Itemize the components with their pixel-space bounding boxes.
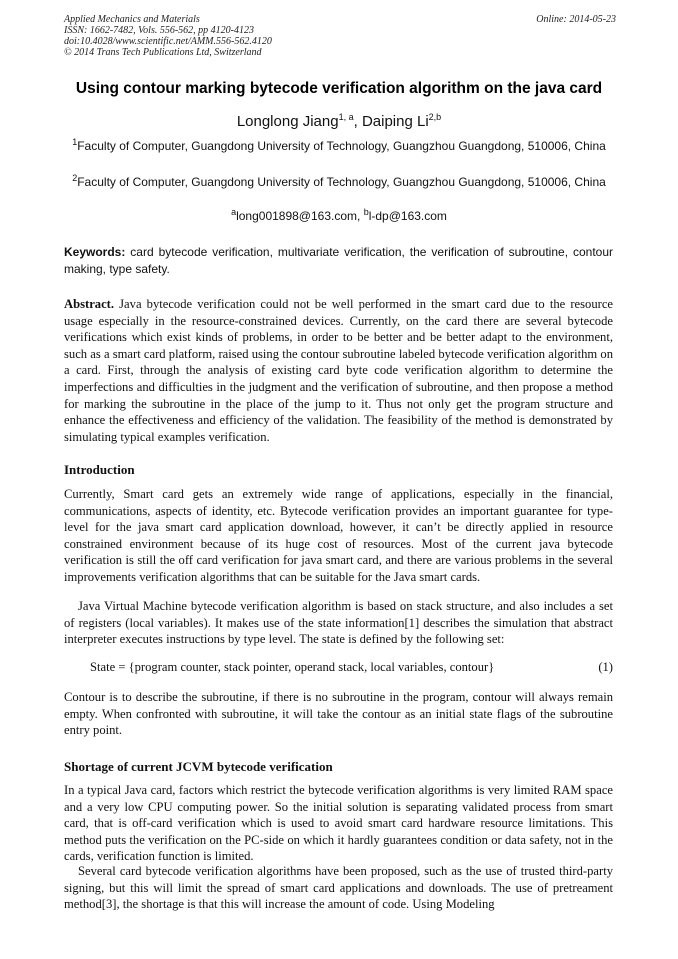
shortage-paragraph-2: Several card bytecode verification algorithms have been proposed, such as the use of trusted third-party signing, but this will limit the spread of smart card applications and downloads. The use of pretreament method[3], the shortage is that this will increase the amount of code. Using Modeling	[64, 864, 613, 912]
email-2: l-dp@163.com	[368, 209, 447, 223]
email-separator: ,	[357, 209, 364, 223]
journal-doi: doi:10.4028/www.scientific.net/AMM.556-562.4120	[64, 36, 272, 47]
journal-issn: ISSN: 1662-7482, Vols. 556-562, pp 4120-4123	[64, 25, 254, 36]
email-1-sup: a	[231, 207, 237, 217]
paper-title: Using contour marking bytecode verification algorithm on the java card	[75, 80, 603, 97]
abstract-text: Java bytecode verification could not be well performed in the smart card due to the resource usage especially in the resource-constrained devices. Currently, on the card there are several bytecode verifications which exist kinds of problems, in order to be better and be better adapt to the environment, such as a smart card platform, raised using the contour subroutine labeled bytecode verification algorithm on a card. First, through the analysis of existing card byte code verification algorithm to determine the imperfections and difficulties in the judgment and the verification of subroutine, and then propose a method for marking the subroutine in the place of the jump to it. Thus not only get the program structure and enhance the effectiveness and efficiency of the validation. The feasibility of the method is demonstrated by simulating typical examples verification.	[64, 297, 613, 444]
shortage-heading: Shortage of current JCVM bytecode verification	[64, 759, 333, 774]
shortage-paragraph-1: In a typical Java card, factors which restrict the bytecode verification algorithms is very limited RAM space and a very low CPU computing power. So the initial solution is separating validated process from smart card, that is off-card verification which is used to avoid smart card hardware resource limitations. This method puts the verification on the PC-side on which it hardly guarantees condition or data safety, not in the cards, verification function is limited.	[64, 783, 613, 864]
affiliation-1-sup: 1	[72, 137, 78, 147]
author-2-name: Daiping Li	[361, 113, 429, 130]
author-1-sup: 1, a	[338, 112, 354, 122]
affiliation-2	[60, 174, 618, 190]
online-date: Online: 2014-05-23	[536, 14, 616, 25]
journal-copyright: © 2014 Trans Tech Publications Ltd, Switzerland	[64, 47, 262, 58]
email-2-sup: b	[363, 207, 369, 217]
affiliation-2-sup: 2	[72, 173, 78, 183]
keywords	[64, 244, 613, 277]
author-2-sup: 2,b	[428, 112, 442, 122]
abstract-paragraph	[64, 296, 613, 445]
journal-name: Applied Mechanics and Materials	[64, 14, 200, 25]
equation-number: (1)	[598, 660, 613, 674]
affiliation-2-text: Faculty of Computer, Guangdong University of Technology, Guangzhou Guangdong, 510006, China	[77, 175, 606, 189]
author-line	[40, 113, 638, 130]
author-separator: ,	[353, 113, 362, 130]
journal-header	[64, 14, 616, 58]
equation-text: State = {program counter, stack pointer, operand stack, local variables, contour}	[90, 660, 495, 674]
affiliation-1	[60, 138, 618, 154]
introduction-paragraph-3: Contour is to describe the subroutine, if there is no subroutine in the program, contour will always remain empty. When confronted with subroutine, it will take the contour as an initial state flags of the subroutine entry point.	[64, 690, 613, 738]
keywords-text: card bytecode verification, multivariate verification, the verification of subroutine, contour making, type safety.	[64, 245, 613, 276]
keywords-label: Keywords:	[64, 245, 126, 259]
abstract-label: Abstract.	[64, 297, 115, 311]
author-emails	[40, 209, 638, 223]
introduction-paragraph-1: Currently, Smart card gets an extremely wide range of applications, especially in the financial, communications, aspects of identity, etc. Bytecode verification provides an important guarantee for type-level for the java smart card application download, however, it can’t be directly applied in resource constrained environment because of its huge cost of resources. Most of the current java bytecode verification is still the off card verification for java smart card, and there are various problems in the several improvements verification algorithms that can be suitable for the Java smart cards.	[64, 487, 613, 584]
introduction-paragraph-2: Java Virtual Machine bytecode verification algorithm is based on stack structure, and also includes a set of registers (local variables). It makes use of the state information[1] describes the simulation that abstract interpreter executes instructions by type level. The state is defined by the following set:	[64, 599, 613, 647]
introduction-heading: Introduction	[64, 462, 135, 477]
author-1-name: Longlong Jiang	[236, 113, 339, 130]
email-1: long001898@163.com	[236, 209, 358, 223]
equation-1	[90, 660, 613, 675]
affiliation-1-text: Faculty of Computer, Guangdong University of Technology, Guangzhou Guangdong, 510006, China	[77, 139, 606, 153]
